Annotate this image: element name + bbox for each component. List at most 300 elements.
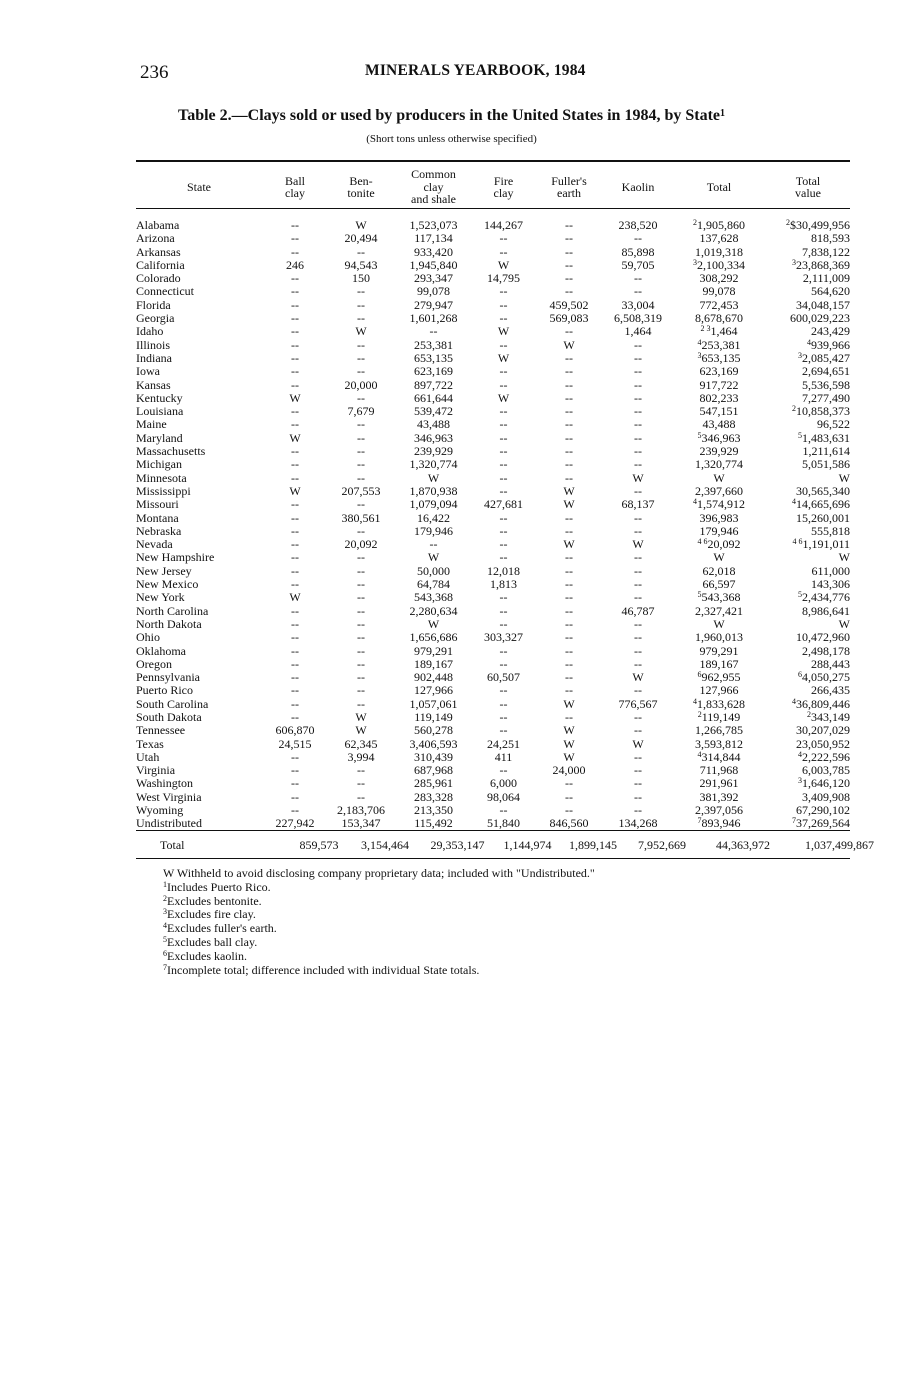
cell-bentonite: --: [357, 311, 365, 326]
table-title-text: Table 2.—Clays sold or used by producers in the United States in 1984, by State: [178, 107, 720, 124]
table-row: [136, 791, 850, 804]
cell-common-clay: 897,722: [414, 377, 453, 392]
cell-fire-clay: W: [497, 390, 510, 405]
cell-common-clay: 99,078: [417, 284, 450, 299]
table-subtitle: (Short tons unless otherwise specified): [366, 133, 537, 145]
state-name: Indiana: [136, 350, 172, 365]
state-name: Missouri: [136, 497, 179, 512]
cell-kaolin: 59,705: [621, 257, 655, 272]
cell-kaolin: --: [634, 444, 642, 459]
cell-fire-clay: 303,327: [484, 630, 523, 645]
state-name: South Dakota: [136, 709, 202, 724]
cell-total-value: $^2$343,149: [807, 709, 850, 724]
cell-ball-clay: --: [291, 656, 299, 671]
cell-total: 127,966: [699, 683, 739, 698]
cell-fire-clay: --: [499, 616, 508, 631]
cell-bentonite: --: [357, 603, 365, 618]
cell-ball-clay: --: [291, 337, 299, 352]
cell-total-value: 96,522: [817, 417, 850, 432]
cell-bentonite: --: [357, 670, 365, 685]
table-title-note: 1: [720, 108, 725, 119]
cell-ball-clay: --: [291, 470, 299, 485]
cell-kaolin: W: [632, 470, 644, 485]
cell-kaolin: W: [632, 537, 644, 552]
cell-fire-clay: --: [499, 550, 508, 565]
cell-total: $^4$1,833,628: [693, 696, 745, 711]
cell-fire-clay: --: [499, 377, 508, 392]
state-name: Florida: [136, 297, 171, 312]
cell-fullers-earth: --: [565, 470, 573, 485]
cell-bentonite: --: [357, 656, 365, 671]
cell-kaolin: --: [634, 656, 642, 671]
cell-fire-clay: --: [499, 457, 508, 472]
cell-bentonite: --: [357, 616, 365, 631]
cell-total: 62,018: [702, 563, 736, 578]
cell-bentonite: --: [357, 297, 365, 312]
table-row: [136, 684, 850, 697]
state-name: Maryland: [136, 430, 183, 445]
state-name: Colorado: [136, 271, 181, 286]
cell-fire-clay: W: [497, 324, 510, 339]
cell-ball-clay: --: [291, 616, 299, 631]
state-name: California: [136, 257, 185, 272]
table-row: [136, 551, 850, 564]
cell-total-value: 30,207,029: [796, 723, 850, 738]
total-label: Total: [160, 838, 185, 852]
total-common-clay: 29,353,147: [430, 838, 485, 852]
cell-fire-clay: --: [499, 590, 508, 605]
cell-total: 43,488: [702, 417, 736, 432]
table-row: [136, 698, 850, 711]
cell-fullers-earth: --: [565, 417, 573, 432]
cell-kaolin: 68,137: [621, 497, 655, 512]
cell-ball-clay: --: [291, 417, 299, 432]
cell-total: 137,628: [699, 231, 739, 246]
cell-bentonite: --: [357, 390, 365, 405]
state-name: Georgia: [136, 311, 175, 326]
cell-total-value: 2,498,178: [802, 643, 850, 658]
cell-ball-clay: 246: [286, 257, 304, 272]
cell-common-clay: 902,448: [414, 670, 453, 685]
cell-total-value: 266,435: [811, 683, 850, 698]
cell-ball-clay: --: [291, 377, 299, 392]
cell-kaolin: --: [634, 723, 642, 738]
cell-ball-clay: --: [291, 670, 299, 685]
cell-total-value: W: [838, 616, 850, 631]
cell-fullers-earth: 24,000: [552, 763, 586, 778]
cell-fullers-earth: --: [565, 350, 573, 365]
cell-total: $^4$314,844: [697, 749, 741, 764]
cell-fullers-earth: --: [565, 670, 573, 685]
cell-fullers-earth: --: [565, 683, 573, 698]
cell-fullers-earth: W: [563, 497, 575, 512]
cell-total-value: 243,429: [811, 324, 850, 339]
cell-fullers-earth: --: [565, 563, 573, 578]
cell-bentonite: W: [355, 218, 367, 232]
cell-common-clay: 50,000: [417, 563, 450, 578]
cell-fire-clay: 1,813: [490, 577, 517, 592]
table-row: [136, 565, 850, 578]
cell-common-clay: 16,422: [417, 510, 450, 525]
cell-kaolin: 134,268: [618, 816, 658, 831]
total-ball-clay: 859,573: [299, 838, 339, 852]
cell-ball-clay: --: [291, 350, 299, 365]
cell-fire-clay: 24,251: [487, 736, 520, 751]
cell-total-value: 818,593: [811, 231, 850, 246]
state-name: Oklahoma: [136, 643, 186, 658]
table-row: [136, 671, 850, 684]
cell-total: 8,678,670: [695, 311, 743, 326]
cell-kaolin: --: [634, 390, 642, 405]
cell-total: 2,327,421: [695, 603, 743, 618]
cell-ball-clay: --: [291, 218, 299, 232]
cell-total: $^4$1,574,912: [693, 497, 745, 512]
state-name: North Dakota: [136, 616, 202, 631]
cell-fullers-earth: --: [565, 284, 573, 299]
cell-kaolin: --: [634, 231, 642, 246]
state-name: Undistributed: [136, 816, 202, 831]
cell-fire-clay: --: [499, 683, 508, 698]
column-header-common: Common clay and shale: [411, 167, 456, 207]
cell-total: 979,291: [699, 643, 739, 658]
cell-ball-clay: --: [291, 789, 299, 804]
cell-kaolin: --: [634, 630, 642, 645]
state-name: Utah: [136, 749, 160, 764]
cell-ball-clay: --: [291, 630, 299, 645]
cell-bentonite: --: [357, 590, 365, 605]
cell-common-clay: W: [427, 616, 440, 631]
cell-total-value: $^5$1,483,631: [798, 430, 850, 445]
cell-bentonite: 20,092: [344, 537, 378, 552]
total-row: [136, 838, 874, 852]
cell-total: 1,320,774: [695, 457, 743, 472]
state-name: Arkansas: [136, 244, 181, 259]
cell-kaolin: --: [634, 271, 642, 286]
cell-total-value: 7,277,490: [802, 390, 850, 405]
state-name: Massachusetts: [136, 444, 206, 459]
state-name: South Carolina: [136, 696, 209, 711]
cell-total-value: 611,000: [811, 563, 850, 578]
cell-fire-clay: --: [499, 483, 508, 498]
cell-fullers-earth: --: [565, 430, 573, 445]
cell-ball-clay: --: [291, 803, 299, 818]
cell-kaolin: W: [632, 736, 644, 751]
cell-bentonite: W: [355, 723, 367, 738]
cell-bentonite: 153,347: [341, 816, 381, 831]
cell-common-clay: 239,929: [414, 444, 453, 459]
cell-total: $^5$543,368: [697, 590, 741, 605]
cell-fire-clay: --: [499, 656, 508, 671]
cell-bentonite: 20,494: [344, 231, 378, 246]
table-row: [136, 804, 850, 817]
cell-kaolin: --: [634, 763, 642, 778]
cell-ball-clay: --: [291, 297, 299, 312]
cell-total: 66,597: [702, 577, 736, 592]
cell-bentonite: 7,679: [347, 404, 375, 419]
cell-fire-clay: --: [499, 803, 508, 818]
cell-kaolin: --: [634, 510, 642, 525]
cell-bentonite: 20,000: [344, 377, 378, 392]
state-name: Iowa: [136, 364, 160, 379]
table-row: [136, 498, 850, 511]
table-row: [136, 538, 850, 551]
cell-bentonite: --: [357, 457, 365, 472]
cell-common-clay: 64,784: [417, 577, 450, 592]
cell-fire-clay: 14,795: [487, 271, 520, 286]
state-name: Washington: [136, 776, 194, 791]
running-head: MINERALS YEARBOOK, 1984: [365, 62, 586, 79]
cell-total-value: $^4$14,665,696: [792, 497, 850, 512]
cell-kaolin: 85,898: [621, 244, 655, 259]
cell-fullers-earth: --: [565, 271, 573, 286]
footnote: $^4$Excludes fuller's earth.: [163, 921, 277, 936]
state-name: Tennessee: [136, 723, 186, 738]
cell-ball-clay: W: [289, 483, 301, 498]
cell-ball-clay: 24,515: [278, 736, 312, 751]
cell-ball-clay: --: [291, 457, 299, 472]
cell-common-clay: 310,439: [414, 749, 453, 764]
cell-total-value: $^3$23,868,369: [792, 257, 850, 272]
cell-total-value: 5,536,598: [802, 377, 850, 392]
cell-common-clay: --: [429, 537, 438, 552]
cell-kaolin: 238,520: [618, 218, 658, 232]
table-row: [136, 365, 850, 378]
table-row: [136, 645, 850, 658]
cell-common-clay: W: [427, 550, 440, 565]
cell-total-value: $^7$37,269,564: [792, 816, 850, 831]
cell-fullers-earth: --: [565, 603, 573, 618]
cell-bentonite: --: [357, 444, 365, 459]
cell-ball-clay: --: [291, 749, 299, 764]
cell-bentonite: --: [357, 776, 365, 791]
cell-fullers-earth: --: [565, 324, 573, 339]
cell-total-value: $^{4 6}$1,191,011: [792, 537, 850, 552]
cell-fullers-earth: --: [565, 590, 573, 605]
cell-common-clay: 560,278: [414, 723, 453, 738]
cell-total-value: 67,290,102: [796, 803, 850, 818]
cell-common-clay: 1,320,774: [409, 457, 458, 472]
cell-fullers-earth: --: [565, 789, 573, 804]
table-row: [136, 578, 850, 591]
cell-kaolin: 776,567: [618, 696, 658, 711]
column-header-fullers: Fuller's earth: [551, 173, 587, 200]
cell-common-clay: 543,368: [414, 590, 453, 605]
cell-total: $^2$1,905,860: [693, 218, 745, 232]
state-name: North Carolina: [136, 603, 209, 618]
cell-kaolin: --: [634, 643, 642, 658]
table-row: [136, 285, 850, 298]
cell-common-clay: 1,870,938: [409, 483, 458, 498]
table-row: [136, 525, 850, 538]
cell-fire-clay: --: [499, 444, 508, 459]
cell-total: $^7$893,946: [697, 816, 741, 831]
cell-total: 2,397,056: [695, 803, 743, 818]
cell-kaolin: --: [634, 284, 642, 299]
cell-common-clay: 653,135: [414, 350, 453, 365]
cell-bentonite: --: [357, 497, 365, 512]
cell-total-value: 8,986,641: [802, 603, 850, 618]
cell-ball-clay: --: [291, 696, 299, 711]
state-name: Kansas: [136, 377, 171, 392]
cell-fire-clay: --: [499, 404, 508, 419]
cell-fullers-earth: --: [565, 218, 573, 232]
cell-common-clay: 119,149: [414, 709, 453, 724]
cell-common-clay: 2,280,634: [409, 603, 458, 618]
cell-fullers-earth: --: [565, 444, 573, 459]
cell-bentonite: --: [357, 430, 365, 445]
cell-total-value: W: [838, 550, 850, 565]
cell-kaolin: --: [634, 616, 642, 631]
cell-fire-clay: 98,064: [487, 789, 520, 804]
table-row: [136, 724, 850, 737]
cell-total: W: [713, 470, 725, 485]
cell-fullers-earth: --: [565, 257, 573, 272]
table-row: [136, 764, 850, 777]
cell-fullers-earth: --: [565, 231, 573, 246]
cell-fullers-earth: --: [565, 457, 573, 472]
cell-total-value: 555,818: [811, 523, 850, 538]
cell-fullers-earth: W: [563, 537, 575, 552]
table-row: [136, 472, 850, 485]
cell-fire-clay: --: [499, 297, 508, 312]
cell-bentonite: --: [357, 550, 365, 565]
cell-fire-clay: --: [499, 723, 508, 738]
cell-common-clay: 623,169: [414, 364, 453, 379]
cell-bentonite: --: [357, 244, 365, 259]
cell-kaolin: --: [634, 803, 642, 818]
cell-common-clay: 283,328: [414, 789, 453, 804]
state-name: Virginia: [136, 763, 176, 778]
cell-kaolin: 33,004: [621, 297, 655, 312]
cell-fire-clay: 6,000: [490, 776, 517, 791]
cell-fullers-earth: --: [565, 510, 573, 525]
cell-common-clay: 1,057,061: [409, 696, 458, 711]
state-name: Idaho: [136, 324, 164, 339]
cell-ball-clay: --: [291, 444, 299, 459]
cell-total: 239,929: [699, 444, 739, 459]
table-row: [136, 299, 850, 312]
cell-total: 623,169: [699, 364, 739, 379]
clays-table: [136, 219, 850, 831]
cell-total-value: $^4$36,809,446: [792, 696, 850, 711]
cell-total: $^3$2,100,334: [693, 257, 745, 272]
cell-total-value: $^2$10,858,373: [792, 404, 850, 419]
cell-ball-clay: 606,870: [275, 723, 315, 738]
table-row: [136, 432, 850, 445]
cell-fire-clay: 60,507: [487, 670, 520, 685]
cell-ball-clay: --: [291, 244, 299, 259]
header-rule: [136, 208, 850, 209]
column-header-bentonite: Ben- tonite: [347, 173, 375, 200]
cell-kaolin: --: [634, 683, 642, 698]
cell-fullers-earth: --: [565, 709, 573, 724]
table-row: [136, 312, 850, 325]
cell-fire-clay: --: [499, 470, 508, 485]
cell-common-clay: 687,968: [414, 763, 453, 778]
cell-bentonite: --: [357, 364, 365, 379]
footnote: $^3$Excludes fire clay.: [163, 907, 256, 922]
table-row: [136, 458, 850, 471]
table-row: [136, 418, 850, 431]
table-row: [136, 605, 850, 618]
cell-total-value: 30,565,340: [796, 483, 850, 498]
table-row: [136, 339, 850, 352]
cell-fire-clay: --: [499, 430, 508, 445]
cell-common-clay: 189,167: [414, 656, 453, 671]
cell-fire-clay: 411: [494, 749, 513, 764]
state-name: Mississippi: [136, 483, 191, 498]
cell-total-value: 600,029,223: [790, 311, 850, 326]
state-name: Louisiana: [136, 404, 184, 419]
cell-total: 308,292: [699, 271, 739, 286]
cell-total: 291,961: [699, 776, 739, 791]
cell-kaolin: --: [634, 457, 642, 472]
cell-common-clay: 539,472: [414, 404, 453, 419]
cell-fullers-earth: --: [565, 550, 573, 565]
cell-kaolin: --: [634, 350, 642, 365]
cell-fire-clay: 12,018: [487, 563, 520, 578]
table-bottom-rule: [136, 858, 850, 859]
cell-fullers-earth: 569,083: [549, 311, 589, 326]
table-row: [136, 618, 850, 631]
state-name: Ohio: [136, 630, 160, 645]
cell-bentonite: --: [357, 284, 365, 299]
cell-ball-clay: --: [291, 324, 299, 339]
table-row: [136, 711, 850, 724]
total-fullers-earth: 1,899,145: [569, 838, 617, 852]
cell-total-value: 34,048,157: [796, 297, 850, 312]
cell-kaolin: --: [634, 776, 642, 791]
cell-ball-clay: --: [291, 537, 299, 552]
cell-fullers-earth: --: [565, 377, 573, 392]
cell-total: $^4$253,381: [697, 337, 741, 352]
cell-common-clay: 979,291: [414, 643, 453, 658]
cell-total: 2,397,660: [695, 483, 743, 498]
table-row: [136, 352, 850, 365]
cell-total: $^6$962,955: [697, 670, 741, 685]
state-name: Michigan: [136, 457, 182, 472]
column-header-fire: Fire clay: [493, 173, 514, 200]
cell-kaolin: --: [634, 430, 642, 445]
total-kaolin: 7,952,669: [638, 838, 686, 852]
table-row: [136, 512, 850, 525]
cell-fire-clay: --: [499, 417, 508, 432]
cell-total-value: $^4$939,966: [807, 337, 850, 352]
cell-kaolin: W: [632, 670, 644, 685]
cell-fullers-earth: --: [565, 364, 573, 379]
cell-total-value: 143,306: [811, 577, 850, 592]
cell-fire-clay: 427,681: [484, 497, 523, 512]
cell-fire-clay: 144,267: [484, 218, 523, 232]
cell-common-clay: 661,644: [414, 390, 453, 405]
table-row: [136, 272, 850, 285]
footnote: $^5$Excludes ball clay.: [163, 934, 258, 949]
cell-fire-clay: --: [499, 643, 508, 658]
table-row: [136, 392, 850, 405]
cell-fullers-earth: --: [565, 390, 573, 405]
table-row: [136, 405, 850, 418]
state-name: Oregon: [136, 656, 172, 671]
state-name: Texas: [136, 736, 164, 751]
cell-bentonite: --: [357, 789, 365, 804]
table-row: [136, 445, 850, 458]
cell-common-clay: 115,492: [414, 816, 453, 831]
state-name: Montana: [136, 510, 179, 525]
cell-fullers-earth: --: [565, 656, 573, 671]
cell-total-value: 6,003,785: [802, 763, 850, 778]
cell-ball-clay: --: [291, 404, 299, 419]
cell-total-value: 2,111,009: [802, 271, 850, 286]
